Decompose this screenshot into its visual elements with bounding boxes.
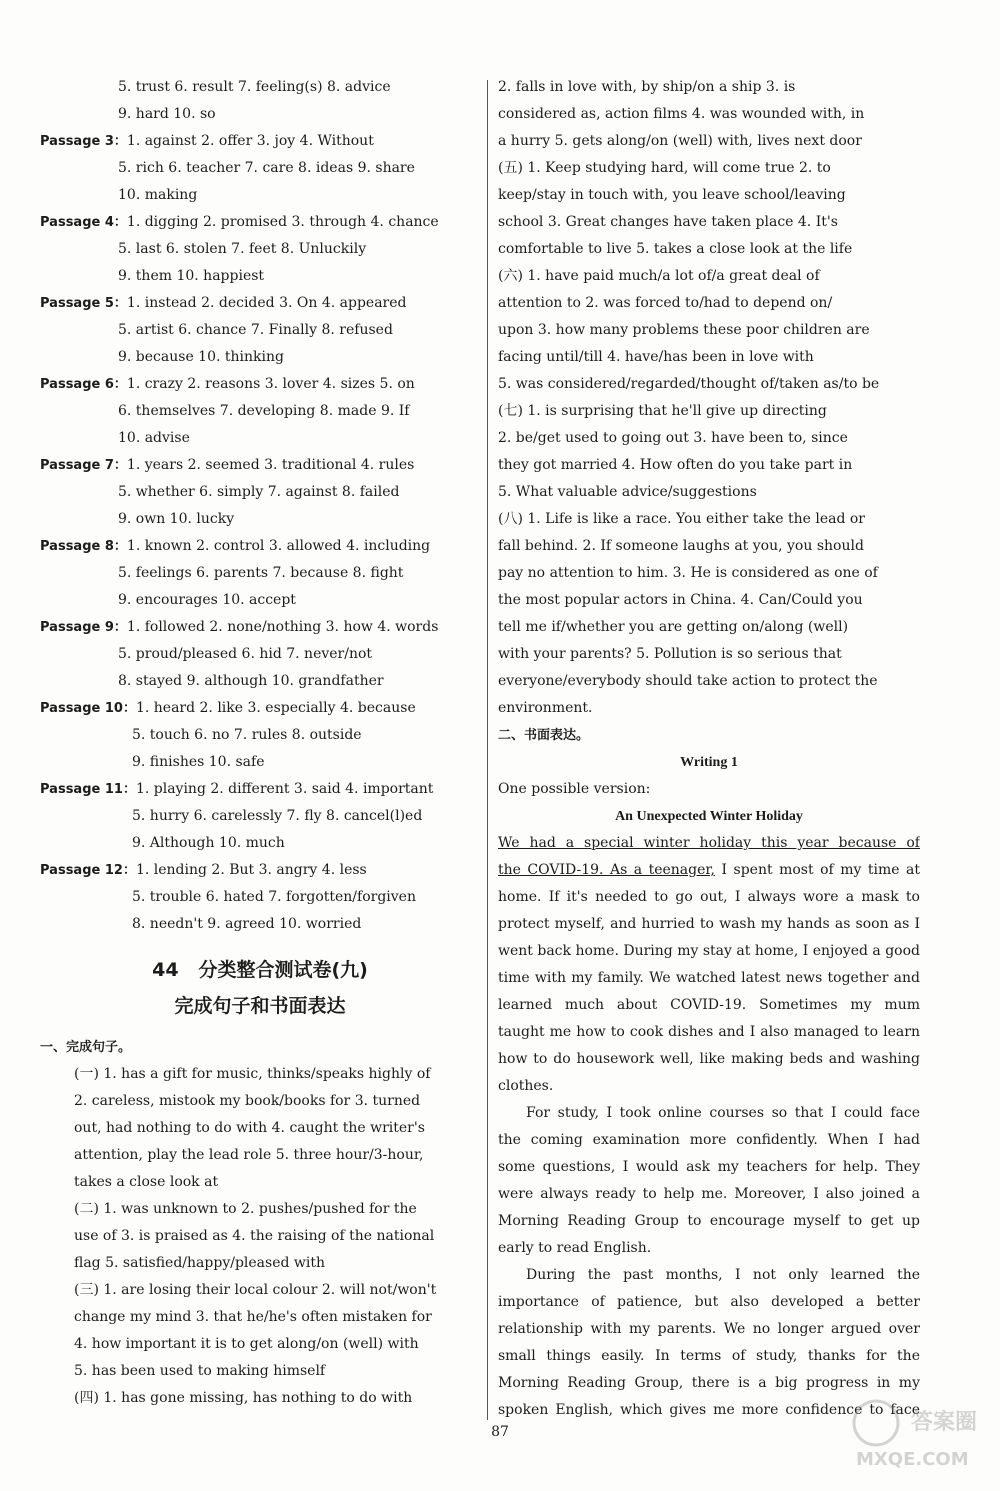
sentence-answer-line: comfortable to live 5. takes a close look at the life	[498, 241, 853, 257]
essay-text: home. If it's needed to go out, I always wore a mask to	[498, 889, 920, 905]
essay-text: small things easily. In terms of study, thanks for the	[498, 1348, 920, 1364]
passage-answer-line	[40, 830, 480, 857]
passage-answers: 5. artist 6. chance 7. Finally 8. refused	[118, 322, 393, 338]
passage-answer-line	[40, 560, 480, 587]
passage-answers: 5. proud/pleased 6. hid 7. never/not	[118, 646, 373, 662]
passage-answer-line	[40, 776, 480, 803]
sentence-answer-line: upon 3. how many problems these poor children are	[498, 322, 870, 338]
passage-label: Passage 8：	[40, 539, 127, 554]
passage-answer-line	[40, 317, 480, 344]
sentence-answer-line: 2. careless, mistook my book/books for 3. turned	[74, 1093, 421, 1109]
passage-answer-line	[40, 614, 480, 641]
passage-answers: 6. themselves 7. developing 8. made 9. If	[118, 403, 410, 419]
passage-answer-line	[40, 533, 480, 560]
passage-label: Passage 5：	[40, 296, 127, 311]
sentence-answer-line: (三) 1. are losing their local colour 2. will not/won't	[74, 1282, 437, 1298]
passage-answer-line	[40, 479, 480, 506]
essay-text-rest: I spent most of my time at	[715, 862, 920, 878]
section-title: 一、完成句子。	[40, 1040, 132, 1055]
sentence-answer-line: (二) 1. was unknown to 2. pushes/pushed for the	[74, 1201, 417, 1217]
sentence-answer-line: with your parents? 5. Pollution is so serious that	[498, 646, 842, 662]
sentence-answer-line: everyone/everybody should take action to protect the	[498, 673, 878, 689]
passage-answers: 5. feelings 6. parents 7. because 8. fight	[118, 565, 404, 581]
sentence-answer-line: (五) 1. Keep studying hard, will come true 2. to	[498, 160, 831, 176]
sentence-answer-line: flag 5. satisfied/happy/pleased with	[74, 1255, 325, 1271]
sentence-answer-line: 2. be/get used to going out 3. have been to, since	[498, 430, 848, 446]
passage-answers: 5. trouble 6. hated 7. forgotten/forgiven	[132, 889, 416, 905]
sentence-answer-line: 5. has been used to making himself	[74, 1363, 326, 1379]
passage-answers: 9. encourages 10. accept	[118, 592, 296, 608]
essay-text: were always ready to help me. Moreover, I also joined a	[498, 1186, 920, 1202]
essay-text: We had a special winter holiday this year because of	[498, 835, 920, 851]
essay-text: some questions, I would ask my teachers for help. They	[498, 1159, 920, 1175]
passage-answers: 5. hurry 6. carelessly 7. fly 8. cancel(l)ed	[132, 808, 423, 824]
sentence-answer-line: 2. falls in love with, by ship/on a ship 3. is	[498, 79, 796, 95]
sentence-answer-line: 5. was considered/regarded/thought of/taken as/to be	[498, 376, 880, 392]
essay-text: relationship with my parents. We no longer argued over	[498, 1321, 920, 1337]
watermark-url: MXQE.COM	[856, 1449, 969, 1470]
passage-answer-line	[40, 236, 480, 263]
essay-text: Morning Reading Group, there is a big progress in my	[498, 1375, 920, 1391]
passage-answer-line	[40, 722, 480, 749]
passage-answer-line	[40, 290, 480, 317]
passage-answers: 10. making	[118, 187, 198, 203]
sentence-answer-line: facing until/till 4. have/has been in love with	[498, 349, 814, 365]
passage-answers: 1. playing 2. different 3. said 4. important	[135, 781, 434, 797]
essay-line	[498, 1208, 920, 1235]
left-column	[40, 74, 480, 1412]
passage-answer-line	[40, 209, 480, 236]
essay-line	[498, 1046, 920, 1073]
essay-line	[498, 830, 920, 857]
sentence-answer-line: 4. how important it is to get along/on (well) with	[74, 1336, 419, 1352]
passage-answer-line	[40, 425, 480, 452]
passage-answers: 9. finishes 10. safe	[132, 754, 265, 770]
sentence-answer-line: (七) 1. is surprising that he'll give up directing	[498, 403, 827, 419]
essay-line	[498, 938, 920, 965]
passage-answers: 1. against 2. offer 3. joy 4. Without	[126, 133, 374, 149]
passage-answers: 10. advise	[118, 430, 190, 446]
passage-answer-line	[40, 344, 480, 371]
version-label: One possible version:	[498, 781, 651, 797]
passage-answer-line	[40, 749, 480, 776]
sentence-answer-line: out, had nothing to do with 4. caught the writer's	[74, 1120, 425, 1136]
essay-text: went back home. During my stay at home, I enjoyed a good	[498, 943, 920, 959]
essay-line	[498, 857, 920, 884]
essay-text: the coming examination more confidently. When I had	[498, 1132, 920, 1148]
passage-answer-line	[40, 371, 480, 398]
answer-line: 9. hard 10. so	[118, 106, 216, 122]
passage-answer-line	[40, 857, 480, 884]
sentence-answer-line: change my mind 3. that he/he's often mistaken for	[74, 1309, 432, 1325]
passage-answer-line	[40, 695, 480, 722]
passage-answers: 1. years 2. seemed 3. traditional 4. rules	[126, 457, 415, 473]
passage-answer-line	[40, 641, 480, 668]
sentence-answer-line: they got married 4. How often do you take part in	[498, 457, 853, 473]
sentence-answer-line: tell me if/whether you are getting on/along (well)	[498, 619, 849, 635]
passage-answer-line	[40, 155, 480, 182]
chapter-title: 分类整合测试卷(九)	[198, 959, 368, 981]
essay-line	[498, 1235, 920, 1262]
passage-answers: 1. digging 2. promised 3. through 4. chance	[126, 214, 439, 230]
passage-answers: 9. because 10. thinking	[118, 349, 284, 365]
passage-label: Passage 11：	[40, 782, 136, 797]
sentence-answer-line: (八) 1. Life is like a race. You either take the lead or	[498, 511, 865, 527]
passage-answer-line	[40, 668, 480, 695]
sentence-answer-line: environment.	[498, 700, 593, 716]
essay-text: time with my family. We watched latest news together and	[498, 970, 920, 986]
passage-answer-line	[40, 803, 480, 830]
sentence-answer-line: use of 3. is praised as 4. the raising of the national	[74, 1228, 435, 1244]
right-column	[498, 74, 920, 1424]
essay-text: taught me how to cook dishes and I also managed to learn	[498, 1024, 920, 1040]
essay-text: spoken English, which gives me more confidence to face	[498, 1402, 920, 1418]
passage-answer-line	[40, 182, 480, 209]
watermark-circle	[854, 1401, 898, 1445]
essay-text: Morning Reading Group to encourage myself to get up	[498, 1213, 920, 1229]
passage-label: Passage 10：	[40, 701, 136, 716]
passage-label: Passage 12：	[40, 863, 136, 878]
sentence-answer-line: considered as, action films 4. was wounded with, in	[498, 106, 865, 122]
essay-line	[498, 1262, 920, 1289]
passage-answer-line	[40, 884, 480, 911]
essay-text: early to read English.	[498, 1240, 652, 1256]
sentence-answer-line: takes a close look at	[74, 1174, 219, 1190]
watermark-logo	[836, 1393, 986, 1473]
passage-answer-line	[40, 911, 480, 938]
passage-answer-line	[40, 452, 480, 479]
passage-answers: 1. lending 2. But 3. angry 4. less	[135, 862, 367, 878]
chapter-number: 44	[152, 959, 179, 981]
essay-text: the COVID-19. As a teenager,	[498, 862, 716, 878]
passage-answers: 8. stayed 9. although 10. grandfather	[118, 673, 384, 689]
passage-label: Passage 6：	[40, 377, 127, 392]
essay-text: importance of patience, but also developed a better	[498, 1294, 920, 1310]
sentence-answer-line: keep/stay in touch with, you leave school/leaving	[498, 187, 846, 203]
essay-line	[498, 1316, 920, 1343]
sentence-answer-line: (六) 1. have paid much/a lot of/a great deal of	[498, 268, 820, 284]
essay-line	[498, 1343, 920, 1370]
sentence-answer-line: 5. What valuable advice/suggestions	[498, 484, 757, 500]
sentence-answer-line: school 3. Great changes have taken place 4. It's	[498, 214, 838, 230]
sentence-answer-line: pay no attention to him. 3. He is considered as one of	[498, 565, 878, 581]
passage-label: Passage 4：	[40, 215, 127, 230]
passage-answers: 1. crazy 2. reasons 3. lover 4. sizes 5. on	[126, 376, 415, 392]
passage-answer-line	[40, 587, 480, 614]
essay-line	[498, 884, 920, 911]
chapter-gap	[179, 959, 199, 981]
sentence-answer-line: (四) 1. has gone missing, has nothing to do with	[74, 1390, 413, 1406]
essay-line	[498, 965, 920, 992]
passage-label: Passage 3：	[40, 134, 127, 149]
passage-answers: 1. followed 2. none/nothing 3. how 4. words	[126, 619, 439, 635]
passage-answer-line	[40, 128, 480, 155]
essay-text: learned much about COVID-19. Sometimes my mum	[498, 997, 920, 1013]
chapter-subtitle: 完成句子和书面表达	[174, 995, 346, 1017]
sentence-answer-line: a hurry 5. gets along/on (well) with, lives next door	[498, 133, 862, 149]
essay-line	[498, 1019, 920, 1046]
passage-answers: 5. touch 6. no 7. rules 8. outside	[132, 727, 362, 743]
section-title: 二、书面表达。	[498, 728, 590, 743]
essay-text: protect myself, and hurried to wash my hands as soon as I	[498, 916, 920, 932]
sentence-answer-line: the most popular actors in China. 4. Can/Could you	[498, 592, 863, 608]
passage-label: Passage 9：	[40, 620, 127, 635]
passage-answers: 5. rich 6. teacher 7. care 8. ideas 9. share	[118, 160, 415, 176]
answer-line: 5. trust 6. result 7. feeling(s) 8. advice	[118, 79, 391, 95]
essay-line	[498, 1289, 920, 1316]
essay-line	[498, 1154, 920, 1181]
essay-text: During the past months, I not only learned the	[526, 1267, 920, 1283]
essay-title: An Unexpected Winter Holiday	[615, 809, 803, 824]
sentence-answer-line: (一) 1. has a gift for music, thinks/speaks highly of	[74, 1066, 431, 1082]
passage-answer-line	[40, 506, 480, 533]
chapter-heading	[40, 952, 480, 988]
column-divider	[487, 80, 488, 1420]
essay-text: clothes.	[498, 1078, 554, 1094]
passage-answers: 8. needn't 9. agreed 10. worried	[132, 916, 362, 932]
essay-line	[498, 992, 920, 1019]
passage-answers: 1. heard 2. like 3. especially 4. because	[135, 700, 416, 716]
passage-answers: 9. Although 10. much	[132, 835, 285, 851]
passage-answer-line	[40, 398, 480, 425]
passage-answers: 5. whether 6. simply 7. against 8. failed	[118, 484, 400, 500]
passage-answers: 1. instead 2. decided 3. On 4. appeared	[126, 295, 407, 311]
sentence-answer-line: attention, play the lead role 5. three hour/3-hour,	[74, 1147, 424, 1163]
essay-text: how to do housework well, like making beds and washing	[498, 1051, 920, 1067]
sentence-answer-line: attention to 2. was forced to/had to depend on/	[498, 295, 833, 311]
essay-line	[498, 1100, 920, 1127]
essay-text: For study, I took online courses so that I could face	[526, 1105, 920, 1121]
page-number-text: 87	[491, 1424, 509, 1440]
passage-answers: 9. them 10. happiest	[118, 268, 265, 284]
essay-line	[498, 1127, 920, 1154]
essay-line	[498, 1073, 920, 1100]
passage-answers: 5. last 6. stolen 7. feet 8. Unluckily	[118, 241, 367, 257]
passage-label: Passage 7：	[40, 458, 127, 473]
sentence-answer-line: fall behind. 2. If someone laughs at you, you should	[498, 538, 864, 554]
passage-answer-line	[40, 263, 480, 290]
passage-answers: 9. own 10. lucky	[118, 511, 235, 527]
watermark-glyphs: 答案圈	[911, 1410, 978, 1435]
essay-line	[498, 1181, 920, 1208]
passage-answers: 1. known 2. control 3. allowed 4. including	[126, 538, 431, 554]
essay-line	[498, 911, 920, 938]
writing-label: Writing 1	[680, 755, 738, 770]
